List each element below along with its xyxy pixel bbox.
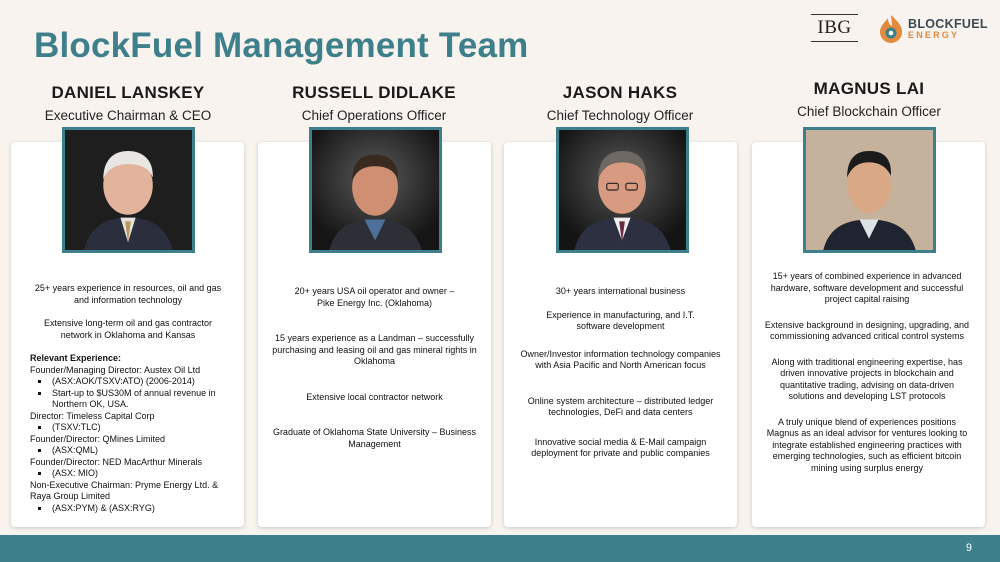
experience-heading: Relevant Experience: [30,353,122,363]
experience-bullet: Start-up to $US30M of annual revenue in Northern OK, USA. [30,388,226,411]
person-name: MAGNUS LAI [813,79,925,98]
person-header-haks [500,83,740,123]
person-role: Chief Operations Officer [301,108,447,123]
bio-lai [764,271,970,474]
ibg-logo-text: IBG [817,17,852,38]
person-header-didlake [254,83,494,123]
person-header-lai [749,79,989,119]
bio-paragraph: 25+ years experience in resources, oil and gas and information technology [34,283,222,305]
portrait-photo-haks [556,127,689,253]
experience-item: Founder/Managing Director: Austex Oil Ltd [30,364,201,375]
bio-paragraph: 15+ years of combined experience in advanced hardware, software development and successful project capital raising [770,271,964,304]
experience-item: Director: Timeless Capital Corp [30,410,155,421]
portrait-photo-didlake [309,127,442,253]
experience-bullet: (TSXV:TLC) [30,422,226,434]
experience-bullet: (ASX:QML) [30,445,226,457]
blockfuel-logo-line2: ENERGY [908,30,960,41]
person-name: JASON HAKS [562,83,678,102]
bio-didlake [272,286,477,450]
portrait-photo-lai [803,127,936,253]
person-name: DANIEL LANSKEY [51,83,205,102]
bio-paragraph: Extensive background in designing, upgrading, and commissioning advanced critical control systems [764,319,970,341]
bio-haks [519,286,722,460]
experience-item: Non-Executive Chairman: Pryme Energy Ltd. & Raya Group Limited [30,479,219,501]
bio-paragraph: Innovative social media & E-Mail campaign deployment for private and public companies [531,436,710,458]
experience-item: Founder/Director: QMines Limited [30,433,166,444]
bio-paragraph: Owner/Investor information technology companies with Asia Pacific and North American focus [520,348,721,370]
ibg-logo [811,14,858,42]
bio-paragraph: 15 years experience as a Landman – successfully purchasing and leasing oil and gas mineral rights in Oklahoma [272,333,477,366]
bio-paragraph: Extensive local contractor network [306,391,443,402]
page-number: 9 [965,542,972,554]
person-role: Chief Blockchain Officer [797,104,941,119]
bio-paragraph: Extensive long-term oil and gas contractor network in Oklahoma and Kansas [43,318,213,340]
bio-paragraph: 20+ years USA oil operator and owner – Pike Energy Inc. (Oklahoma) [294,286,455,308]
bio-lanskey [30,283,226,514]
bio-paragraph: A truly unique blend of experiences positions Magnus as an ideal advisor for ventures looking to integrate established engineering practices with emerging technologies, such as efficient bitcoin mining using surplus energy [766,416,968,473]
person-name: RUSSELL DIDLAKE [292,83,456,102]
blockfuel-logo-line1: BLOCKFUEL [908,16,988,31]
bio-paragraph: Experience in manufacturing, and I.T. software development [546,309,695,331]
person-header-lanskey [8,83,248,123]
footer-bar [0,535,1000,562]
page-title: BlockFuel Management Team [34,26,529,65]
bio-paragraph: Along with traditional engineering expertise, has driven innovative projects in blockchain and quantitative trading, advising on data-driven solutions and developing LST protocols [771,356,963,401]
experience-item: Founder/Director: NED MacArthur Minerals [30,456,203,467]
bio-paragraph: Online system architecture – distributed ledger technologies, DeFi and data centers [527,395,714,417]
person-role: Chief Technology Officer [546,108,694,123]
portrait-photo-lanskey [62,127,195,253]
experience-bullet: (ASX:PYM) & (ASX:RYG) [30,503,226,515]
experience-bullet: (ASX: MIO) [30,468,226,480]
experience-bullet: (ASX:AOK/TSXV:ATO) (2006-2014) [30,376,226,388]
blockfuel-logo [878,13,988,45]
bio-paragraph: Graduate of Oklahoma State University – Business Management [272,427,477,449]
blockfuel-flame-icon [878,14,904,44]
bio-paragraph: 30+ years international business [555,286,686,296]
person-role: Executive Chairman & CEO [44,108,212,123]
